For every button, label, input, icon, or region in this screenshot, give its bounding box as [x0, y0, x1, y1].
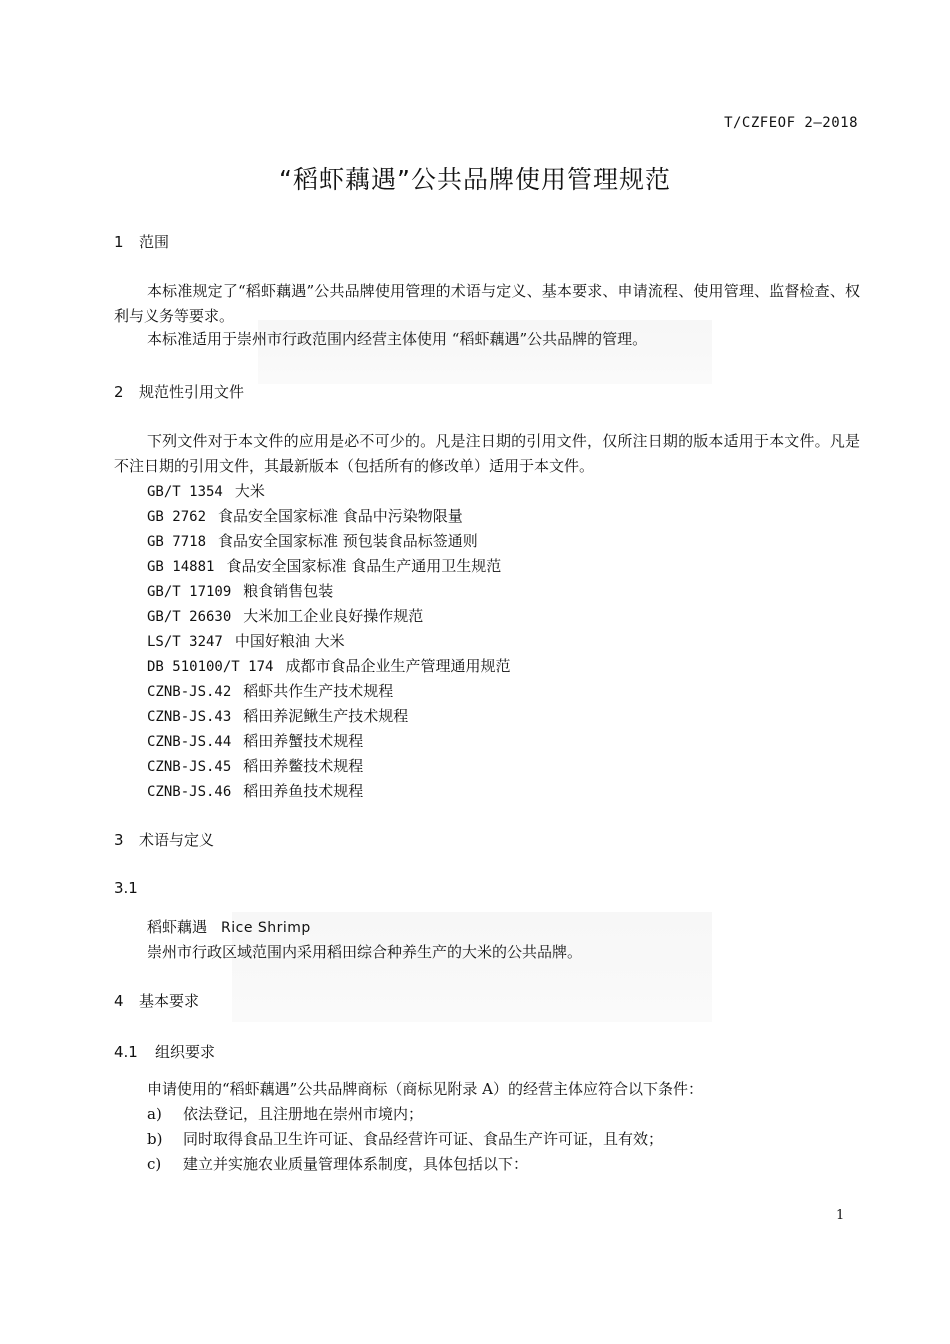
section-number: 3	[114, 831, 124, 849]
section-heading-scope	[114, 231, 169, 252]
reference-name: 大米	[234, 482, 265, 500]
subsection-number-3-1: 3.1	[114, 879, 138, 897]
item-text: 依法登记，且注册地在崇州市境内；	[183, 1105, 424, 1123]
section-number: 2	[114, 383, 124, 401]
reference-name: 稻田养鳖技术规程	[243, 757, 364, 775]
reference-name: 稻田养鱼技术规程	[243, 782, 364, 800]
reference-item	[147, 605, 423, 626]
section-title: 范围	[139, 233, 170, 251]
requirements-intro: 申请使用的“稻虾藕遇”公共品牌商标（商标见附录 A）的经营主体应符合以下条件：	[147, 1080, 703, 1098]
reference-code: CZNB-JS.43	[147, 709, 232, 725]
subsection-number: 4.1	[114, 1043, 138, 1061]
reference-code: GB/T 17109	[147, 584, 232, 600]
term-entry	[147, 916, 311, 937]
term-english: Rice Shrimp	[221, 920, 311, 936]
reference-name: 稻虾共作生产技术规程	[243, 682, 394, 700]
reference-name: 食品安全国家标准 食品生产通用卫生规范	[226, 557, 502, 575]
reference-item	[147, 755, 363, 776]
reference-item	[147, 680, 393, 701]
reference-code: LS/T 3247	[147, 634, 223, 650]
section-heading-references	[114, 381, 244, 402]
reference-item	[147, 655, 510, 676]
reference-item	[147, 530, 478, 551]
reference-code: CZNB-JS.46	[147, 784, 232, 800]
reference-name: 成都市食品企业生产管理通用规范	[285, 657, 511, 675]
reference-code: GB 7718	[147, 534, 207, 550]
item-text: 同时取得食品卫生许可证、食品经营许可证、食品生产许可证，且有效；	[183, 1130, 664, 1148]
reference-item	[147, 705, 408, 726]
section-number: 4	[114, 992, 124, 1010]
term-definition: 崇州市行政区域范围内采用稻田综合种养生产的大米的公共品牌。	[147, 943, 583, 961]
reference-name: 粮食销售包装	[243, 582, 334, 600]
item-marker: b)	[147, 1130, 163, 1148]
reference-item	[147, 505, 463, 526]
scope-paragraph-1: 本标准规定了“稻虾藕遇”公共品牌使用管理的术语与定义、基本要求、申请流程、使用管理、监督检查、权利与义务等要求。	[114, 282, 860, 325]
reference-code: CZNB-JS.45	[147, 759, 232, 775]
reference-code: GB/T 26630	[147, 609, 232, 625]
subsection-heading-4-1	[114, 1041, 215, 1062]
section-title: 术语与定义	[139, 831, 215, 849]
reference-item	[147, 630, 345, 651]
subsection-title: 组织要求	[155, 1043, 216, 1061]
requirement-item	[147, 1103, 423, 1124]
section-number: 1	[114, 233, 124, 251]
document-title: “稻虾藕遇”公共品牌使用管理规范	[279, 165, 671, 194]
section-heading-terms	[114, 829, 214, 850]
requirement-item	[147, 1153, 528, 1174]
reference-item	[147, 580, 333, 601]
reference-name: 中国好粮油 大米	[234, 632, 345, 650]
reference-code: CZNB-JS.42	[147, 684, 232, 700]
item-marker: a)	[147, 1105, 162, 1123]
item-text: 建立并实施农业质量管理体系制度，具体包括以下：	[183, 1155, 529, 1173]
reference-name: 大米加工企业良好操作规范	[243, 607, 424, 625]
document-code: T/CZFEOF 2—2018	[724, 115, 858, 131]
reference-name: 食品安全国家标准 预包装食品标签通则	[218, 532, 478, 550]
reference-item	[147, 480, 265, 501]
item-marker: c)	[147, 1155, 162, 1173]
reference-code: GB 14881	[147, 559, 215, 575]
page-number: 1	[836, 1208, 845, 1223]
reference-code: DB 510100/T 174	[147, 659, 274, 675]
reference-item	[147, 780, 363, 801]
scope-paragraph-2: 本标准适用于崇州市行政范围内经营主体使用 “稻虾藕遇”公共品牌的管理。	[147, 330, 648, 348]
requirement-item	[147, 1128, 663, 1149]
reference-code: GB 2762	[147, 509, 207, 525]
reference-name: 食品安全国家标准 食品中污染物限量	[218, 507, 463, 525]
section-title: 规范性引用文件	[139, 383, 245, 401]
reference-name: 稻田养泥鳅生产技术规程	[243, 707, 409, 725]
references-intro: 下列文件对于本文件的应用是必不可少的。凡是注日期的引用文件，仅所注日期的版本适用于本文件。凡是不注日期的引用文件，其最新版本（包括所有的修改单）适用于本文件。	[114, 432, 860, 475]
reference-code: CZNB-JS.44	[147, 734, 232, 750]
term-chinese: 稻虾藕遇	[147, 918, 208, 936]
reference-item	[147, 555, 501, 576]
reference-item	[147, 730, 363, 751]
reference-code: GB/T 1354	[147, 484, 223, 500]
section-title: 基本要求	[139, 992, 200, 1010]
reference-name: 稻田养蟹技术规程	[243, 732, 364, 750]
section-heading-requirements	[114, 990, 199, 1011]
